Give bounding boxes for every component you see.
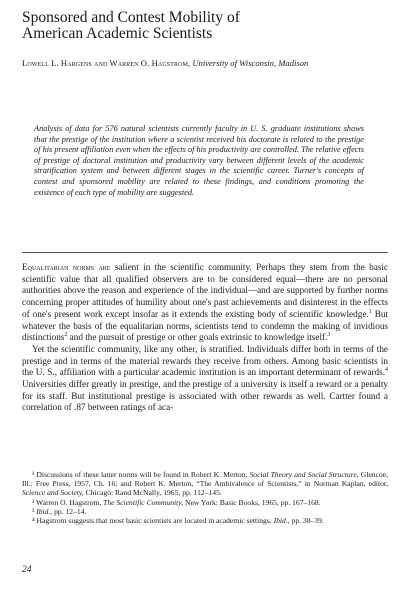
footnote-ref-2: 2 (64, 332, 68, 339)
footnote-2-book: The Scientific Community, (103, 497, 184, 507)
footnote-3 (22, 507, 388, 516)
author-affiliation: University of Wisconsin, Madison (192, 58, 309, 68)
body-text (22, 262, 388, 414)
footnote-2-text: ² Warren O. Hagstrom, (32, 497, 104, 507)
footnote-4-text: ⁴ Hagstrom suggests that most basic scientists are located in academic settings. (32, 516, 274, 526)
title-line-1: Sponsored and Contest Mobility of (22, 9, 240, 26)
footnotes (22, 470, 388, 525)
footnote-ref-4: 4 (385, 367, 388, 374)
p2-text-b: Universities differ greatly in prestige, and the prestige of a university is itself a reward or a penalty for its staff. But institutional prestige is associated with other rewards as well. Cartter found a correlation of .87 between ratings of aca- (22, 379, 388, 413)
paragraph-1 (22, 262, 388, 344)
title-line-2: American Academic Scientists (22, 25, 213, 42)
footnote-2-text-b: New York: Basic Books, 1965, pp. 167–168. (183, 497, 321, 507)
footnote-4 (22, 516, 388, 525)
section-divider (22, 252, 388, 253)
footnote-1-text: ¹ Discussions of these latter norms will be found in Robert K. Merton, (32, 470, 250, 479)
footnote-1-book-2: Science and Society, (22, 488, 84, 498)
footnote-ref-3: 3 (327, 332, 331, 339)
footnote-3-text: pp. 12–14. (52, 506, 87, 516)
footnote-3-marker: ³ (32, 506, 37, 516)
footnote-1-text-c: Chicago: Rand McNally, 1965, pp. 112–145. (83, 488, 222, 498)
article-title (22, 10, 388, 42)
footnote-4-ibid: Ibid., (273, 516, 290, 526)
footnote-1-book: Social Theory and Social Structure, (249, 470, 359, 479)
author-names: Lowell L. Hargens and Warren O. Hagstrom, (22, 58, 191, 68)
footnote-1-text-b: Glencoe, Ill.: Free Press, 1957, Ch. 16; and Robert K. Merton, “The Ambivalence of Scientists,” in Norman Kaplan, editor, (22, 470, 388, 489)
abstract: Analysis of data for 576 natural scientists currently faculty in U. S. graduate institutions shows that the prestige of the institution where a scientist received his doctorate is related to the prestige of his present affiliation even when the effects of his productivity are controlled. The relative effects of prestige of doctoral institution and productivity vary between different levels of the academic stratification system and between different stages in the scientific career. Turner's concepts of contest and sponsored mobility are related to these findings, and conditions promoting the existence of each type of mobility are suggested. (34, 124, 364, 197)
p1-text-a: salient in the scientific community. Perhaps they stem from the basic scientific value that all qualified observers are to be considered equal—there are no personal authorities above the reason and experience of the individual—and are supported by further norms concerning proper attitudes of humility about one's past achievements and disinterest in the effects of one's present work except insofar as it extends the existing body of scientific knowledge. (22, 262, 388, 319)
p2-text-a: Yet the scientific community, like any other, is stratified. Individuals differ both in terms of the prestige and in terms of the material rewards they receive from others. Among basic scientists in the U. S., affiliation with a particular academic institution is an important determinant of rewards. (22, 343, 388, 378)
page-number: 24 (22, 565, 32, 575)
p1-text-c: and the pursuit of prestige or other goals extrinsic to knowledge itself. (67, 332, 328, 343)
footnote-2 (22, 498, 388, 507)
p1-text-b: But whatever the basis of the equalitarian norms, scientists tend to condemn the making of invidious distinctions (22, 308, 388, 343)
footnote-1 (22, 470, 388, 498)
footnote-3-ibid: Ibid., (36, 506, 53, 516)
paragraph-2 (22, 344, 388, 414)
opening-small-caps: Equalitarian norms are (22, 262, 111, 272)
footnote-ref-1: 1 (368, 308, 372, 315)
author-line (22, 58, 388, 68)
footnote-4-text-b: pp. 38–39. (289, 516, 324, 526)
